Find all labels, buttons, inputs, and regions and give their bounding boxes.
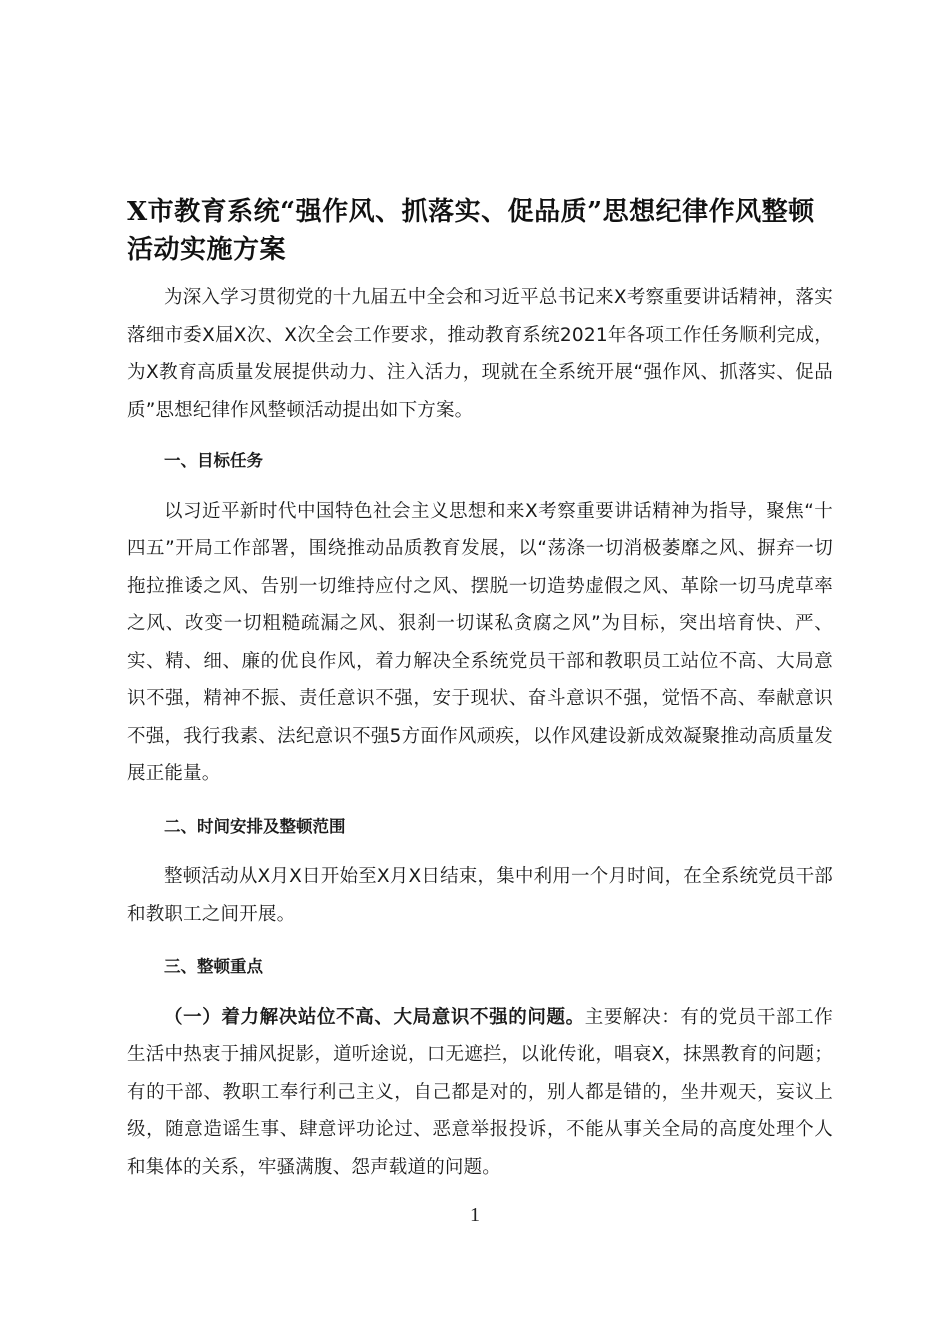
document-title: X市教育系统“强作风、抓落实、促品质”思想纪律作风整顿活动实施方案 xyxy=(127,197,815,265)
section-body-goals: 以习近平新时代中国特色社会主义思想和来X考察重要讲话精神为指导，聚焦“十四五”开局工作部署，围绕推动品质教育发展，以“荡涤一切消极萎靡之风、摒弃一切拖拉推诿之风、告别一切维持应付之风、摆脱一切造势虚假之风、革除一切马虎草率之风、改变一切粗糙疏漏之风、狠刹一切谋私贪腐之风”为目标，突出培育快、严、实、精、细、廉的优良作风，着力解决全系统党员干部和教职员工站位不高、大局意识不强，精神不振、责任意识不强，安于现状、奋斗意识不强，觉悟不高、奉献意识不强，我行我素、法纪意识不强5方面作风顽疾，以作风建设新成效凝聚推动高质量发展正能量。 xyxy=(127,500,833,784)
section-body-schedule: 整顿活动从X月X日开始至X月X日结束，集中利用一个月时间，在全系统党员干部和教职工之间开展。 xyxy=(127,866,833,925)
intro-paragraph: 为深入学习贯彻党的十九届五中全会和习近平总书记来X考察重要讲话精神，落实落细市委X届X次、X次全会工作要求，推动教育系统2021年各项工作任务顺利完成，为X教育高质量发展提供动力、注入活力，现就在全系统开展“强作风、抓落实、促品质”思想纪律作风整顿活动提出如下方案。 xyxy=(127,287,833,421)
focus-lead-sentence: （一）着力解决站位不高、大局意识不强的问题。 xyxy=(164,1006,585,1028)
section-heading-goals: 一、目标任务 xyxy=(164,451,263,470)
section-heading-focus: 三、整顿重点 xyxy=(164,957,263,976)
section-body-focus xyxy=(127,999,833,1187)
focus-body-text: 主要解决：有的党员干部工作生活中热衷于捕风捉影，道听途说，口无遮拦，以讹传讹，唱衰X，抹黑教育的问题；有的干部、教职工奉行利己主义，自己都是对的，别人都是错的，坐井观天，妄议上级，随意造谣生事、肆意评功论过、恶意举报投诉，不能从事关全局的高度处理个人和集体的关系，牢骚满腹、怨声载道的问题。 xyxy=(127,1006,833,1178)
page-number: 1 xyxy=(470,1204,480,1226)
document-page xyxy=(127,193,833,1186)
section-heading-schedule: 二、时间安排及整顿范围 xyxy=(164,816,346,836)
